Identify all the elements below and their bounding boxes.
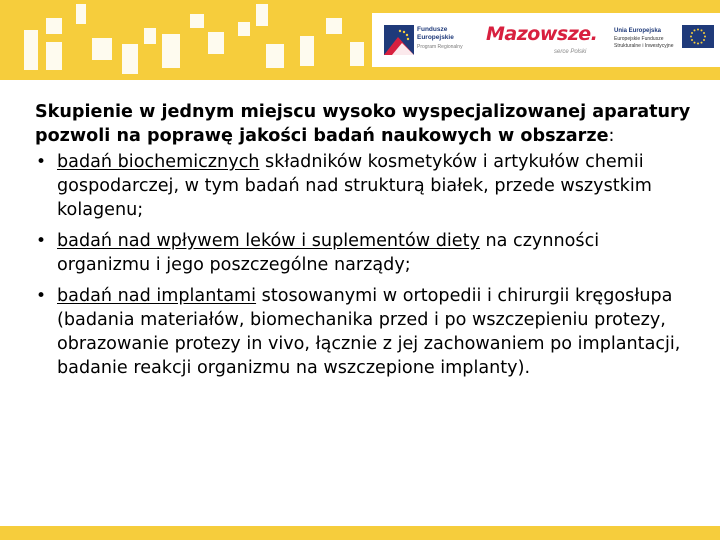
intro-bold-text: Skupienie w jednym miejscu wysoko wyspecjalizowanej aparatury pozwoli na poprawę jakości badań naukowych w obszarze	[35, 102, 691, 146]
slide-content	[35, 100, 695, 387]
fundusze-europejskie-mark-icon	[384, 25, 414, 55]
list-item	[35, 229, 695, 277]
unia-europejska-logo	[614, 13, 718, 67]
fundusze-line2: Europejskie	[417, 34, 454, 41]
research-areas-list	[35, 150, 695, 380]
intro-colon: :	[608, 126, 615, 146]
ue-text	[614, 28, 673, 51]
fundusze-sub: Program Regionalny	[417, 44, 463, 50]
list-item-underlined: badań nad implantami	[57, 286, 257, 306]
fundusze-line1: Fundusze	[417, 26, 448, 33]
intro-paragraph	[35, 100, 695, 148]
list-item	[35, 284, 695, 380]
ue-sub1: Europejskie Fundusze	[614, 35, 664, 42]
fundusze-europejskie-logo	[384, 13, 480, 67]
list-item-text: na czynności organizmu i jego poszczególne narządy;	[57, 231, 600, 275]
list-item-underlined: badań nad wpływem leków i suplementów diety	[57, 231, 480, 251]
ue-sub2: Strukturalne i Inwestycyjne	[614, 43, 674, 49]
header-band	[0, 0, 720, 80]
fundusze-europejskie-text	[417, 26, 463, 51]
logos-panel	[372, 13, 720, 67]
list-item-text: stosowanymi w ortopedii i chirurgii kręgosłupa (badania materiałów, biomechanika przed i po wszczepieniu protezy, obrazowanie protezy in vivo, łącznie z jej zachowaniem po implantacji, badanie reakcji organizmu na wszczepione implanty).	[57, 286, 681, 378]
list-item-text: składników kosmetyków i artykułów chemii gospodarczej, w tym badań nad strukturą białek, przede wszystkim kolagenu;	[57, 152, 652, 220]
mazowsze-name: Mazowsze.	[486, 23, 598, 45]
mazowsze-sub: serce Polski	[554, 49, 587, 55]
decorative-squares-pattern	[0, 0, 372, 80]
mazowsze-logo	[484, 13, 598, 67]
footer-band	[0, 526, 720, 540]
list-item-underlined: badań biochemicznych	[57, 152, 260, 172]
eu-flag-icon	[682, 25, 714, 48]
ue-line1: Unia Europejska	[614, 28, 662, 34]
list-item	[35, 150, 695, 222]
